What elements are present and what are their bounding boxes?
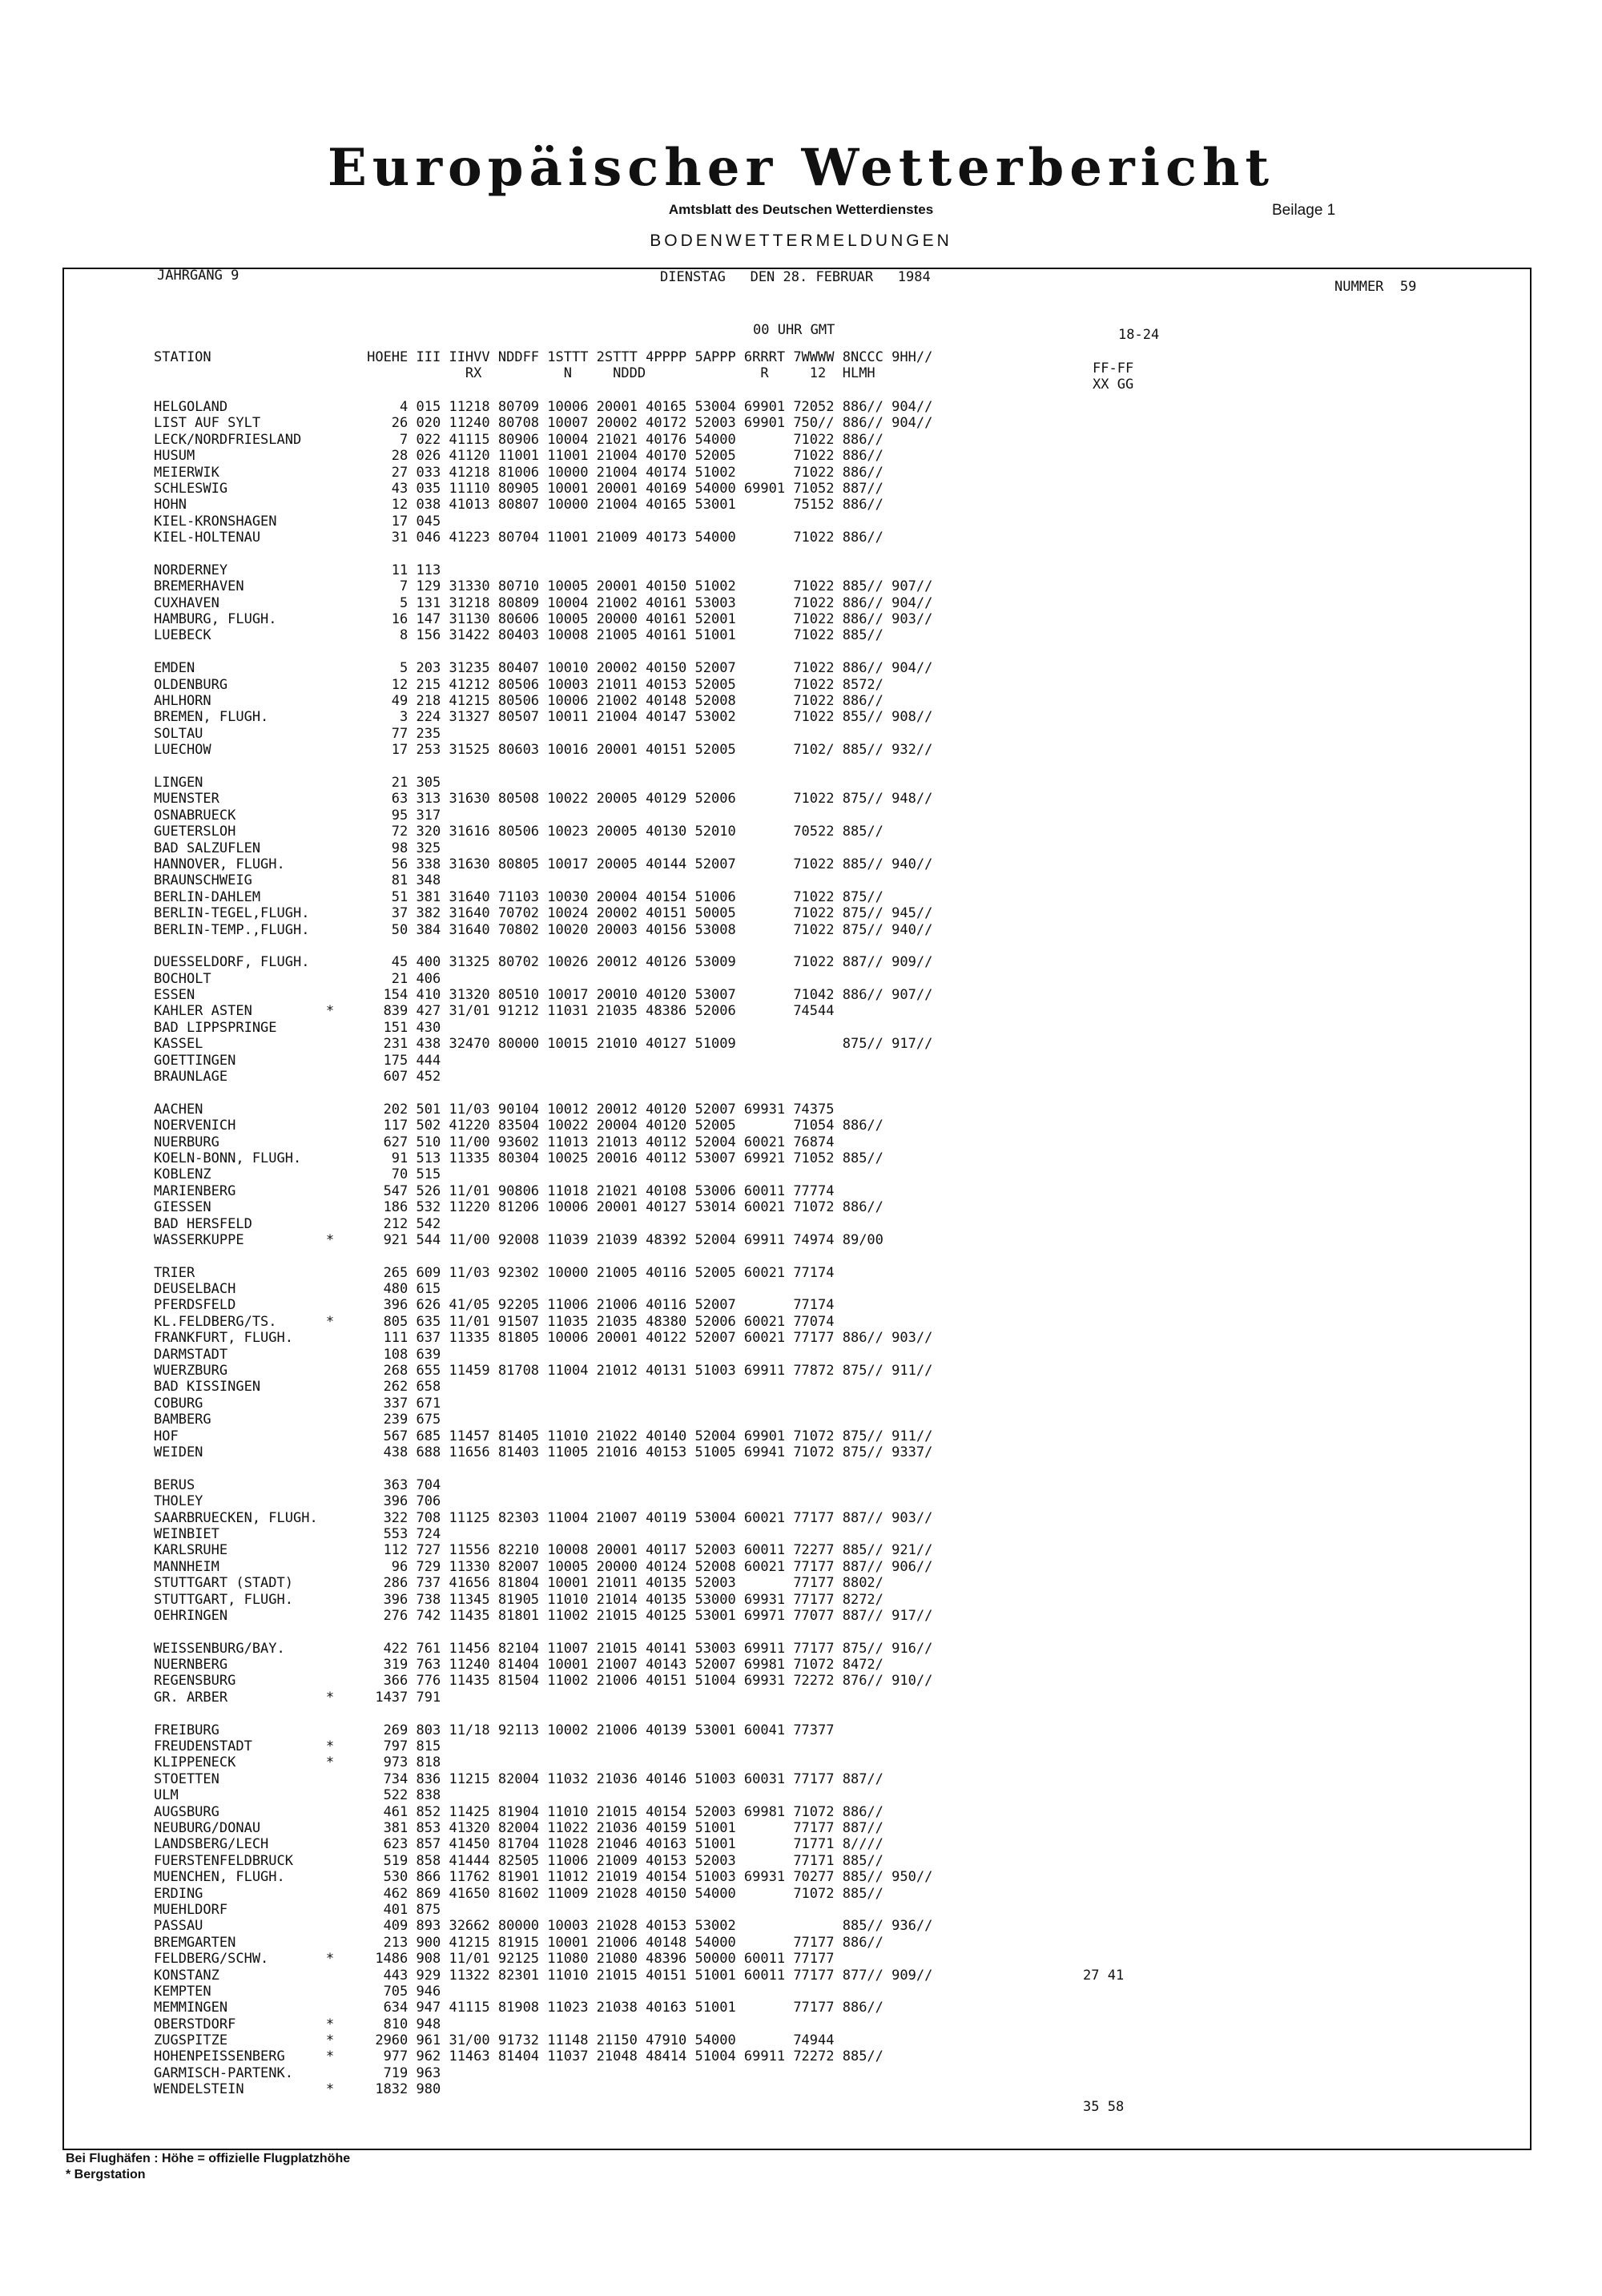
station-row: KONSTANZ 443 929 11322 82301 11010 21015 40151 51001 60011 77177 877// 909//	[154, 1967, 933, 1984]
station-row: ERDING 462 869 41650 81602 11009 21028 40150 54000 71072 885//	[154, 1885, 884, 1902]
station-row: KEMPTEN 705 946	[154, 1983, 441, 2000]
station-row: THOLEY 396 706	[154, 1493, 441, 1510]
jahrgang-label: JAHRGANG 9	[157, 268, 239, 284]
group-spacer	[154, 1706, 932, 1722]
station-row: KIEL-HOLTENAU 31 046 41223 80704 11001 21009 40173 54000 71022 886//	[154, 530, 884, 546]
ff-header-2: XX GG	[1093, 377, 1134, 393]
section-title: BODENWETTERMELDUNGEN	[650, 232, 952, 250]
station-row: REGENSBURG 366 776 11435 81504 11002 21006 40151 51004 69931 72272 876// 910//	[154, 1673, 933, 1690]
station-row: LECK/NORDFRIESLAND 7 022 41115 80906 10004 21021 40176 54000 71022 886//	[154, 431, 884, 448]
station-row: STUTTGART, FLUGH. 396 738 11345 81905 11010 21014 40135 53000 69931 77177 8272/	[154, 1591, 884, 1608]
station-row: FREIBURG 269 803 11/18 92113 10002 21006 40139 53001 60041 77377	[154, 1722, 835, 1738]
station-row: BREMGARTEN 213 900 41215 81915 10001 21006 40148 54000 77177 886//	[154, 1934, 884, 1951]
group-spacer	[154, 759, 932, 775]
observation-time: 00 UHR GMT	[753, 322, 835, 338]
station-row: AACHEN 202 501 11/03 90104 10012 20012 40120 52007 69931 74375	[154, 1101, 835, 1118]
station-row: MEMMINGEN 634 947 41115 81908 11023 21038 40163 51001 77177 886//	[154, 2000, 884, 2016]
station-row: OLDENBURG 12 215 41212 80506 10003 21011 40153 52005 71022 8572/	[154, 676, 884, 693]
station-row: BERLIN-TEMP.,FLUGH. 50 384 31640 70802 10020 20003 40156 53008 71022 875// 940//	[154, 921, 933, 938]
column-header-line-1: STATION HOEHE III IIHVV NDDFF 1STTT 2STTT 4PPPP 5APPP 6RRRT 7WWWW 8NCCC 9HH//	[154, 349, 933, 365]
station-row: KIEL-KRONSHAGEN 17 045	[154, 513, 441, 530]
station-row: ESSEN 154 410 31320 80510 10017 20010 40120 53007 71042 886// 907//	[154, 987, 933, 1004]
station-row: WENDELSTEIN * 1832 980	[154, 2081, 441, 2098]
station-row: DEUSELBACH 480 615	[154, 1281, 441, 1298]
station-row: LANDSBERG/LECH 623 857 41450 81704 11028 21046 40163 51001 71771 8////	[154, 1836, 884, 1853]
station-row: CUXHAVEN 5 131 31218 80809 10004 21002 40161 53003 71022 886// 904//	[154, 594, 933, 611]
station-row: NUERBURG 627 510 11/00 93602 11013 21013 40112 52004 60021 76874	[154, 1134, 835, 1150]
group-spacer	[154, 546, 932, 562]
group-spacer	[154, 644, 932, 660]
station-row: HANNOVER, FLUGH. 56 338 31630 80805 10017 20005 40144 52007 71022 885// 940//	[154, 856, 933, 872]
station-row: NUERNBERG 319 763 11240 81404 10001 21007 40143 52007 69981 71072 8472/	[154, 1657, 884, 1674]
station-row: WASSERKUPPE * 921 544 11/00 92008 11039 21039 48392 52004 69911 74974 89/00	[154, 1231, 884, 1248]
subtitle: Amtsblatt des Deutschen Wetterdienstes	[668, 202, 934, 217]
station-row: AUGSBURG 461 852 11425 81904 11010 21015 40154 52003 69981 71072 886//	[154, 1803, 884, 1820]
group-spacer	[154, 1248, 932, 1264]
station-row: BAD KISSINGEN 262 658	[154, 1379, 441, 1396]
station-row: DARMSTADT 108 639	[154, 1346, 441, 1363]
footnote-mountain-station: * Bergstation	[66, 2168, 146, 2181]
station-row: FRANKFURT, FLUGH. 111 637 11335 81805 10006 20001 40122 52007 60021 77177 886// 903//	[154, 1330, 933, 1347]
station-row: MUEHLDORF 401 875	[154, 1901, 441, 1918]
station-row: NOERVENICH 117 502 41220 83504 10022 20004 40120 52005 71054 886//	[154, 1118, 884, 1134]
station-row: BERUS 363 704	[154, 1476, 441, 1493]
gust-value: 35 58	[1083, 2098, 1125, 2115]
station-row: MUENSTER 63 313 31630 80508 10022 20005 40129 52006 71022 875// 948//	[154, 791, 933, 808]
station-row: KAHLER ASTEN * 839 427 31/01 91212 11031 21035 48386 52006 74544	[154, 1003, 835, 1020]
station-row: NEUBURG/DONAU 381 853 41320 82004 11022 21036 40159 51001 77177 887//	[154, 1819, 884, 1836]
station-row: MEIERWIK 27 033 41218 81006 10000 21004 40174 51002 71022 886//	[154, 464, 884, 481]
station-row: HOHENPEISSENBERG * 977 962 11463 81404 11037 21048 48414 51004 69911 72272 885//	[154, 2048, 884, 2065]
station-row: STUTTGART (STADT) 286 737 41656 81804 10001 21011 40135 52003 77177 8802/	[154, 1575, 884, 1592]
station-row: SOLTAU 77 235	[154, 725, 441, 742]
station-row: BAD LIPPSPRINGE 151 430	[154, 1019, 441, 1036]
station-row: KL.FELDBERG/TS. * 805 635 11/01 91507 11035 21035 48380 52006 60021 77074	[154, 1313, 835, 1330]
station-row: ULM 522 838	[154, 1787, 441, 1804]
station-row: FREUDENSTADT * 797 815	[154, 1738, 441, 1755]
station-row: BERLIN-DAHLEM 51 381 31640 71103 10030 20004 40154 51006 71022 875//	[154, 888, 884, 905]
group-spacer	[154, 1460, 932, 1476]
station-row: GARMISCH-PARTENK. 719 963	[154, 2064, 441, 2081]
station-row: BREMEN, FLUGH. 3 224 31327 80507 10011 21004 40147 53002 71022 855// 908//	[154, 709, 933, 726]
station-row: WEIDEN 438 688 11656 81403 11005 21016 40153 51005 69941 71072 875// 9337/	[154, 1444, 933, 1460]
station-row: MUENCHEN, FLUGH. 530 866 11762 81901 11012 21019 40154 51003 69931 70277 885// 950//	[154, 1869, 933, 1886]
station-row: BAD SALZUFLEN 98 325	[154, 840, 441, 856]
station-row: WUERZBURG 268 655 11459 81708 11004 21012 40131 51003 69911 77872 875// 911//	[154, 1363, 933, 1380]
page-title: Europäischer Wetterbericht	[328, 138, 1274, 198]
station-row: DUESSELDORF, FLUGH. 45 400 31325 80702 10026 20012 40126 53009 71022 887// 909//	[154, 954, 933, 971]
station-row: PFERDSFELD 396 626 41/05 92205 11006 21006 40116 52007 77174	[154, 1297, 835, 1314]
station-row: OSNABRUECK 95 317	[154, 807, 441, 824]
station-row: HOF 567 685 11457 81405 11010 21022 40140 52004 69901 71072 875// 911//	[154, 1428, 933, 1444]
report-date: DIENSTAG DEN 28. FEBRUAR 1984	[660, 269, 931, 285]
column-header-line-2: RX N NDDD R 12 HLMH	[154, 365, 875, 381]
station-row: FELDBERG/SCHW. * 1486 908 11/01 92125 11080 21080 48396 50000 60011 77177	[154, 1951, 835, 1968]
station-row: GR. ARBER * 1437 791	[154, 1689, 441, 1706]
station-table	[154, 399, 932, 2098]
station-row: BERLIN-TEGEL,FLUGH. 37 382 31640 70702 10024 20002 40151 50005 71022 875// 945//	[154, 905, 933, 922]
station-row: FUERSTENFELDBRUCK 519 858 41444 82505 11006 21009 40153 52003 77171 885//	[154, 1852, 884, 1869]
station-row: HELGOLAND 4 015 11218 80709 10006 20001 40165 53004 69901 72052 886// 904//	[154, 399, 933, 415]
station-row: KARLSRUHE 112 727 11556 82210 10008 20001 40117 52003 60011 72277 885// 921//	[154, 1542, 933, 1559]
station-row: BRAUNLAGE 607 452	[154, 1069, 441, 1086]
station-row: AHLHORN 49 218 41215 80506 10006 21002 40148 52008 71022 886//	[154, 693, 884, 710]
station-row: WEINBIET 553 724	[154, 1525, 441, 1542]
station-row: ZUGSPITZE * 2960 961 31/00 91732 11148 21150 47910 54000 74944	[154, 2032, 835, 2049]
station-row: EMDEN 5 203 31235 80407 10010 20002 40150 52007 71022 886// 904//	[154, 660, 933, 677]
station-row: OBERSTDORF * 810 948	[154, 2016, 441, 2032]
station-row: OEHRINGEN 276 742 11435 81801 11002 21015 40125 53001 69971 77077 887// 917//	[154, 1607, 933, 1624]
station-row: BRAUNSCHWEIG 81 348	[154, 872, 441, 889]
station-row: KASSEL 231 438 32470 80000 10015 21010 40127 51009 875// 917//	[154, 1036, 933, 1053]
station-row: HUSUM 28 026 41120 11001 11001 21004 40170 52005 71022 886//	[154, 448, 884, 465]
station-row: STOETTEN 734 836 11215 82004 11032 21036 40146 51003 60031 77177 887//	[154, 1770, 884, 1787]
group-spacer	[154, 1624, 932, 1640]
station-row: KOELN-BONN, FLUGH. 91 513 11335 80304 10025 20016 40112 53007 69921 71052 885//	[154, 1150, 884, 1166]
footnote-airports: Bei Flughäfen : Höhe = offizielle Flugplatzhöhe	[66, 2152, 351, 2165]
station-row: COBURG 337 671	[154, 1395, 441, 1412]
station-row: BAMBERG 239 675	[154, 1412, 441, 1428]
station-row: LUEBECK 8 156 31422 80403 10008 21005 40161 51001 71022 885//	[154, 627, 884, 644]
gust-value: 27 41	[1083, 1968, 1125, 1984]
station-row: WEISSENBURG/BAY. 422 761 11456 82104 11007 21015 40141 53003 69911 77177 875// 916//	[154, 1640, 933, 1657]
group-spacer	[154, 1085, 932, 1101]
station-row: LINGEN 21 305	[154, 774, 441, 791]
station-row: LIST AUF SYLT 26 020 11240 80708 10007 20002 40172 52003 69901 750// 886// 904//	[154, 415, 933, 432]
station-row: GOETTINGEN 175 444	[154, 1052, 441, 1069]
station-row: KLIPPENECK * 973 818	[154, 1754, 441, 1771]
station-row: GIESSEN 186 532 11220 81206 10006 20001 40127 53014 60021 71072 886//	[154, 1199, 884, 1216]
station-row: HAMBURG, FLUGH. 16 147 31130 80606 10005 20000 40161 52001 71022 886// 903//	[154, 611, 933, 628]
station-row: KOBLENZ 70 515	[154, 1166, 441, 1183]
station-row: BREMERHAVEN 7 129 31330 80710 10005 20001 40150 51002 71022 885// 907//	[154, 578, 933, 595]
station-row: HOHN 12 038 41013 80807 10000 21004 40165 53001 75152 886//	[154, 497, 884, 514]
station-row: TRIER 265 609 11/03 92302 10000 21005 40116 52005 60021 77174	[154, 1264, 835, 1281]
beilage-label: Beilage 1	[1272, 202, 1336, 219]
station-row: BOCHOLT 21 406	[154, 970, 441, 987]
station-row: NORDERNEY 11 113	[154, 562, 441, 578]
station-row: SAARBRUECKEN, FLUGH. 322 708 11125 82303 11004 21007 40119 53004 60021 77177 887// 903//	[154, 1509, 933, 1526]
station-row: GUETERSLOH 72 320 31616 80506 10023 20005 40130 52010 70522 885//	[154, 824, 884, 840]
ff-header-1: FF-FF	[1093, 361, 1134, 377]
station-row: MANNHEIM 96 729 11330 82007 10005 20000 40124 52008 60021 77177 887// 906//	[154, 1558, 933, 1575]
station-row: PASSAU 409 893 32662 80000 10003 21028 40153 53002 885// 936//	[154, 1918, 933, 1935]
station-row: SCHLESWIG 43 035 11110 80905 10001 20001 40169 54000 69901 71052 887//	[154, 480, 884, 497]
group-spacer	[154, 938, 932, 954]
ff-time-range: 18-24	[1118, 327, 1160, 343]
issue-number: NUMMER 59	[1334, 279, 1417, 295]
station-row: LUECHOW 17 253 31525 80603 10016 20001 40151 52005 7102/ 885// 932//	[154, 742, 933, 759]
station-row: BAD HERSFELD 212 542	[154, 1215, 441, 1232]
station-row: MARIENBERG 547 526 11/01 90806 11018 21021 40108 53006 60011 77774	[154, 1182, 835, 1199]
